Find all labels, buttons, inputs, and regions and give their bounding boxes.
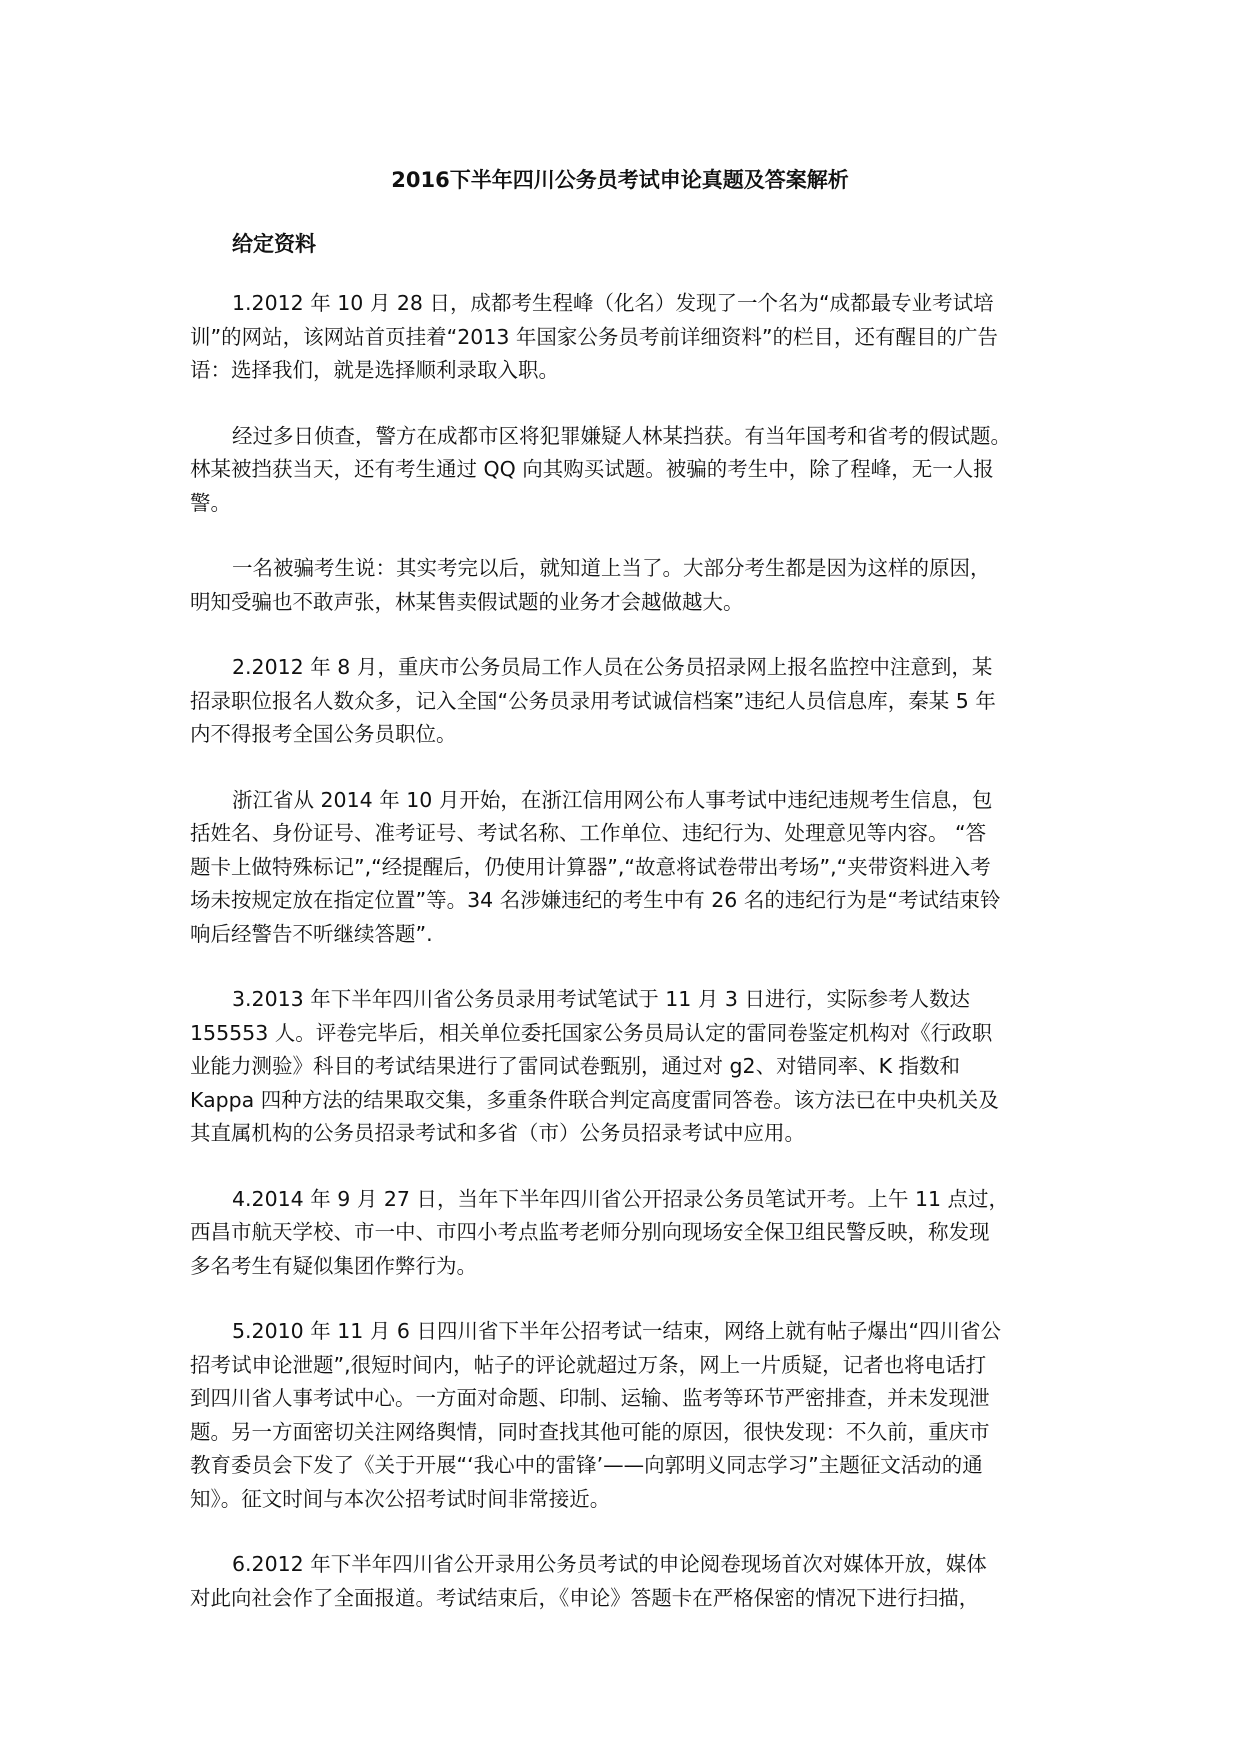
paragraph-line: 浙江省从 2014 年 10 月开始，在浙江信用网公布人事考试中违纪违规考生信息，包 xyxy=(232,787,993,812)
paragraph-line: 招考试申论泄题”,很短时间内，帖子的评论就超过万条，网上一片质疑，记者也将电话打 xyxy=(190,1352,987,1377)
paragraph-line: 题。另一方面密切关注网络舆情，同时查找其他可能的原因，很快发现：不久前，重庆市 xyxy=(190,1419,990,1444)
paragraph-line: 林某被挡获当天，还有考生通过 QQ 向其购买试题。被骗的考生中，除了程峰，无一人报 xyxy=(190,457,994,481)
paragraph xyxy=(190,1548,1050,1615)
paragraph-line: 一名被骗考生说：其实考完以后，就知道上当了。大部分考生都是因为这样的原因， xyxy=(232,556,991,580)
paragraph-line: 招录职位报名人数众多，记入全国“公务员录用考试诚信档案”违纪人员信息库，秦某 5 年 xyxy=(190,688,996,713)
paragraph-line: 题卡上做特殊标记”,“经提醒后，仍使用计算器”,“故意将试卷带出考场”,“夹带资料进入考 xyxy=(190,854,991,879)
paragraph-line: 到四川省人事考试中心。一方面对命题、印制、运输、监考等环节严密排查，并未发现泄 xyxy=(190,1386,990,1410)
paragraph-line: 训”的网站，该网站首页挂着“2013 年国家公务员考前详细资料”的栏目，还有醒目的广告 xyxy=(190,324,999,349)
paragraph-line: 语：选择我们，就是选择顺利录取入职。 xyxy=(190,358,559,382)
document-body xyxy=(190,287,1050,1647)
paragraph xyxy=(190,1183,1050,1284)
paragraph-line: 响后经警告不听继续答题”. xyxy=(190,921,433,946)
paragraph-line: 括姓名、身份证号、准考证号、考试名称、工作单位、违纪行为、处理意见等内容。 “答 xyxy=(190,821,987,845)
paragraph xyxy=(190,287,1050,388)
paragraph-line: 其直属机构的公务员招录考试和多省（市）公务员招录考试中应用。 xyxy=(190,1121,805,1145)
paragraph-line: 155553 人。评卷完毕后，相关单位委托国家公务员局认定的雷同卷鉴定机构对《行政职 xyxy=(190,1020,993,1045)
paragraph-line: 4.2014 年 9 月 27 日，当年下半年四川省公开招录公务员笔试开考。上午 11 点过， xyxy=(232,1186,1010,1211)
paragraph xyxy=(190,983,1050,1151)
paragraph xyxy=(190,651,1050,752)
paragraph-line: 对此向社会作了全面报道。考试结束后，《申论》答题卡在严格保密的情况下进行扫描， xyxy=(190,1585,980,1610)
paragraph-line: 知》。征文时间与本次公招考试时间非常接近。 xyxy=(190,1486,611,1511)
paragraph-line: 1.2012 年 10 月 28 日，成都考生程峰（化名）发现了一个名为“成都最专业考试培 xyxy=(232,291,994,315)
paragraph-line: 业能力测验》科目的考试结果进行了雷同试卷甄别，通过对 g2、对错同率、K 指数和 xyxy=(190,1054,961,1078)
paragraph-line: 场未按规定放在指定位置”等。34 名涉嫌违纪的考生中有 26 名的违纪行为是“考试结束铃 xyxy=(190,888,1001,912)
paragraph-line: 2.2012 年 8 月，重庆市公务员局工作人员在公务员招录网上报名监控中注意到，某 xyxy=(232,655,993,679)
paragraph-line: 多名考生有疑似集团作弊行为。 xyxy=(190,1253,477,1278)
paragraph-line: 内不得报考全国公务员职位。 xyxy=(190,722,457,746)
paragraph xyxy=(190,420,1050,521)
paragraph-line: 5.2010 年 11 月 6 日四川省下半年公招考试一结束，网络上就有帖子爆出“四川省公 xyxy=(232,1319,1002,1343)
document-title: 2016下半年四川公务员考试申论真题及答案解析 xyxy=(391,168,849,192)
paragraph-line: 明知受骗也不敢声张，林某售卖假试题的业务才会越做越大。 xyxy=(190,589,744,614)
paragraph-line: Kappa 四种方法的结果取交集，多重条件联合判定高度雷同答卷。该方法已在中央机关及 xyxy=(190,1087,999,1112)
paragraph-line: 警。 xyxy=(190,490,231,515)
paragraph-line: 经过多日侦查，警方在成都市区将犯罪嫌疑人林某挡获。有当年国考和省考的假试题。 xyxy=(232,423,1011,448)
paragraph-line: 3.2013 年下半年四川省公务员录用考试笔试于 11 月 3 日进行，实际参考人数达 xyxy=(232,987,970,1011)
paragraph-line: 西昌市航天学校、市一中、市四小考点监考老师分别向现场安全保卫组民警反映，称发现 xyxy=(190,1220,990,1244)
section-heading: 给定资料 xyxy=(232,232,316,256)
paragraph-line: 教育委员会下发了《关于开展“‘我心中的雷锋’——向郭明义同志学习”主题征文活动的通 xyxy=(190,1453,983,1477)
paragraph xyxy=(190,784,1050,952)
paragraph xyxy=(190,552,1050,619)
paragraph xyxy=(190,1315,1050,1516)
paragraph-line: 6.2012 年下半年四川省公开录用公务员考试的申论阅卷现场首次对媒体开放，媒体 xyxy=(232,1552,987,1576)
